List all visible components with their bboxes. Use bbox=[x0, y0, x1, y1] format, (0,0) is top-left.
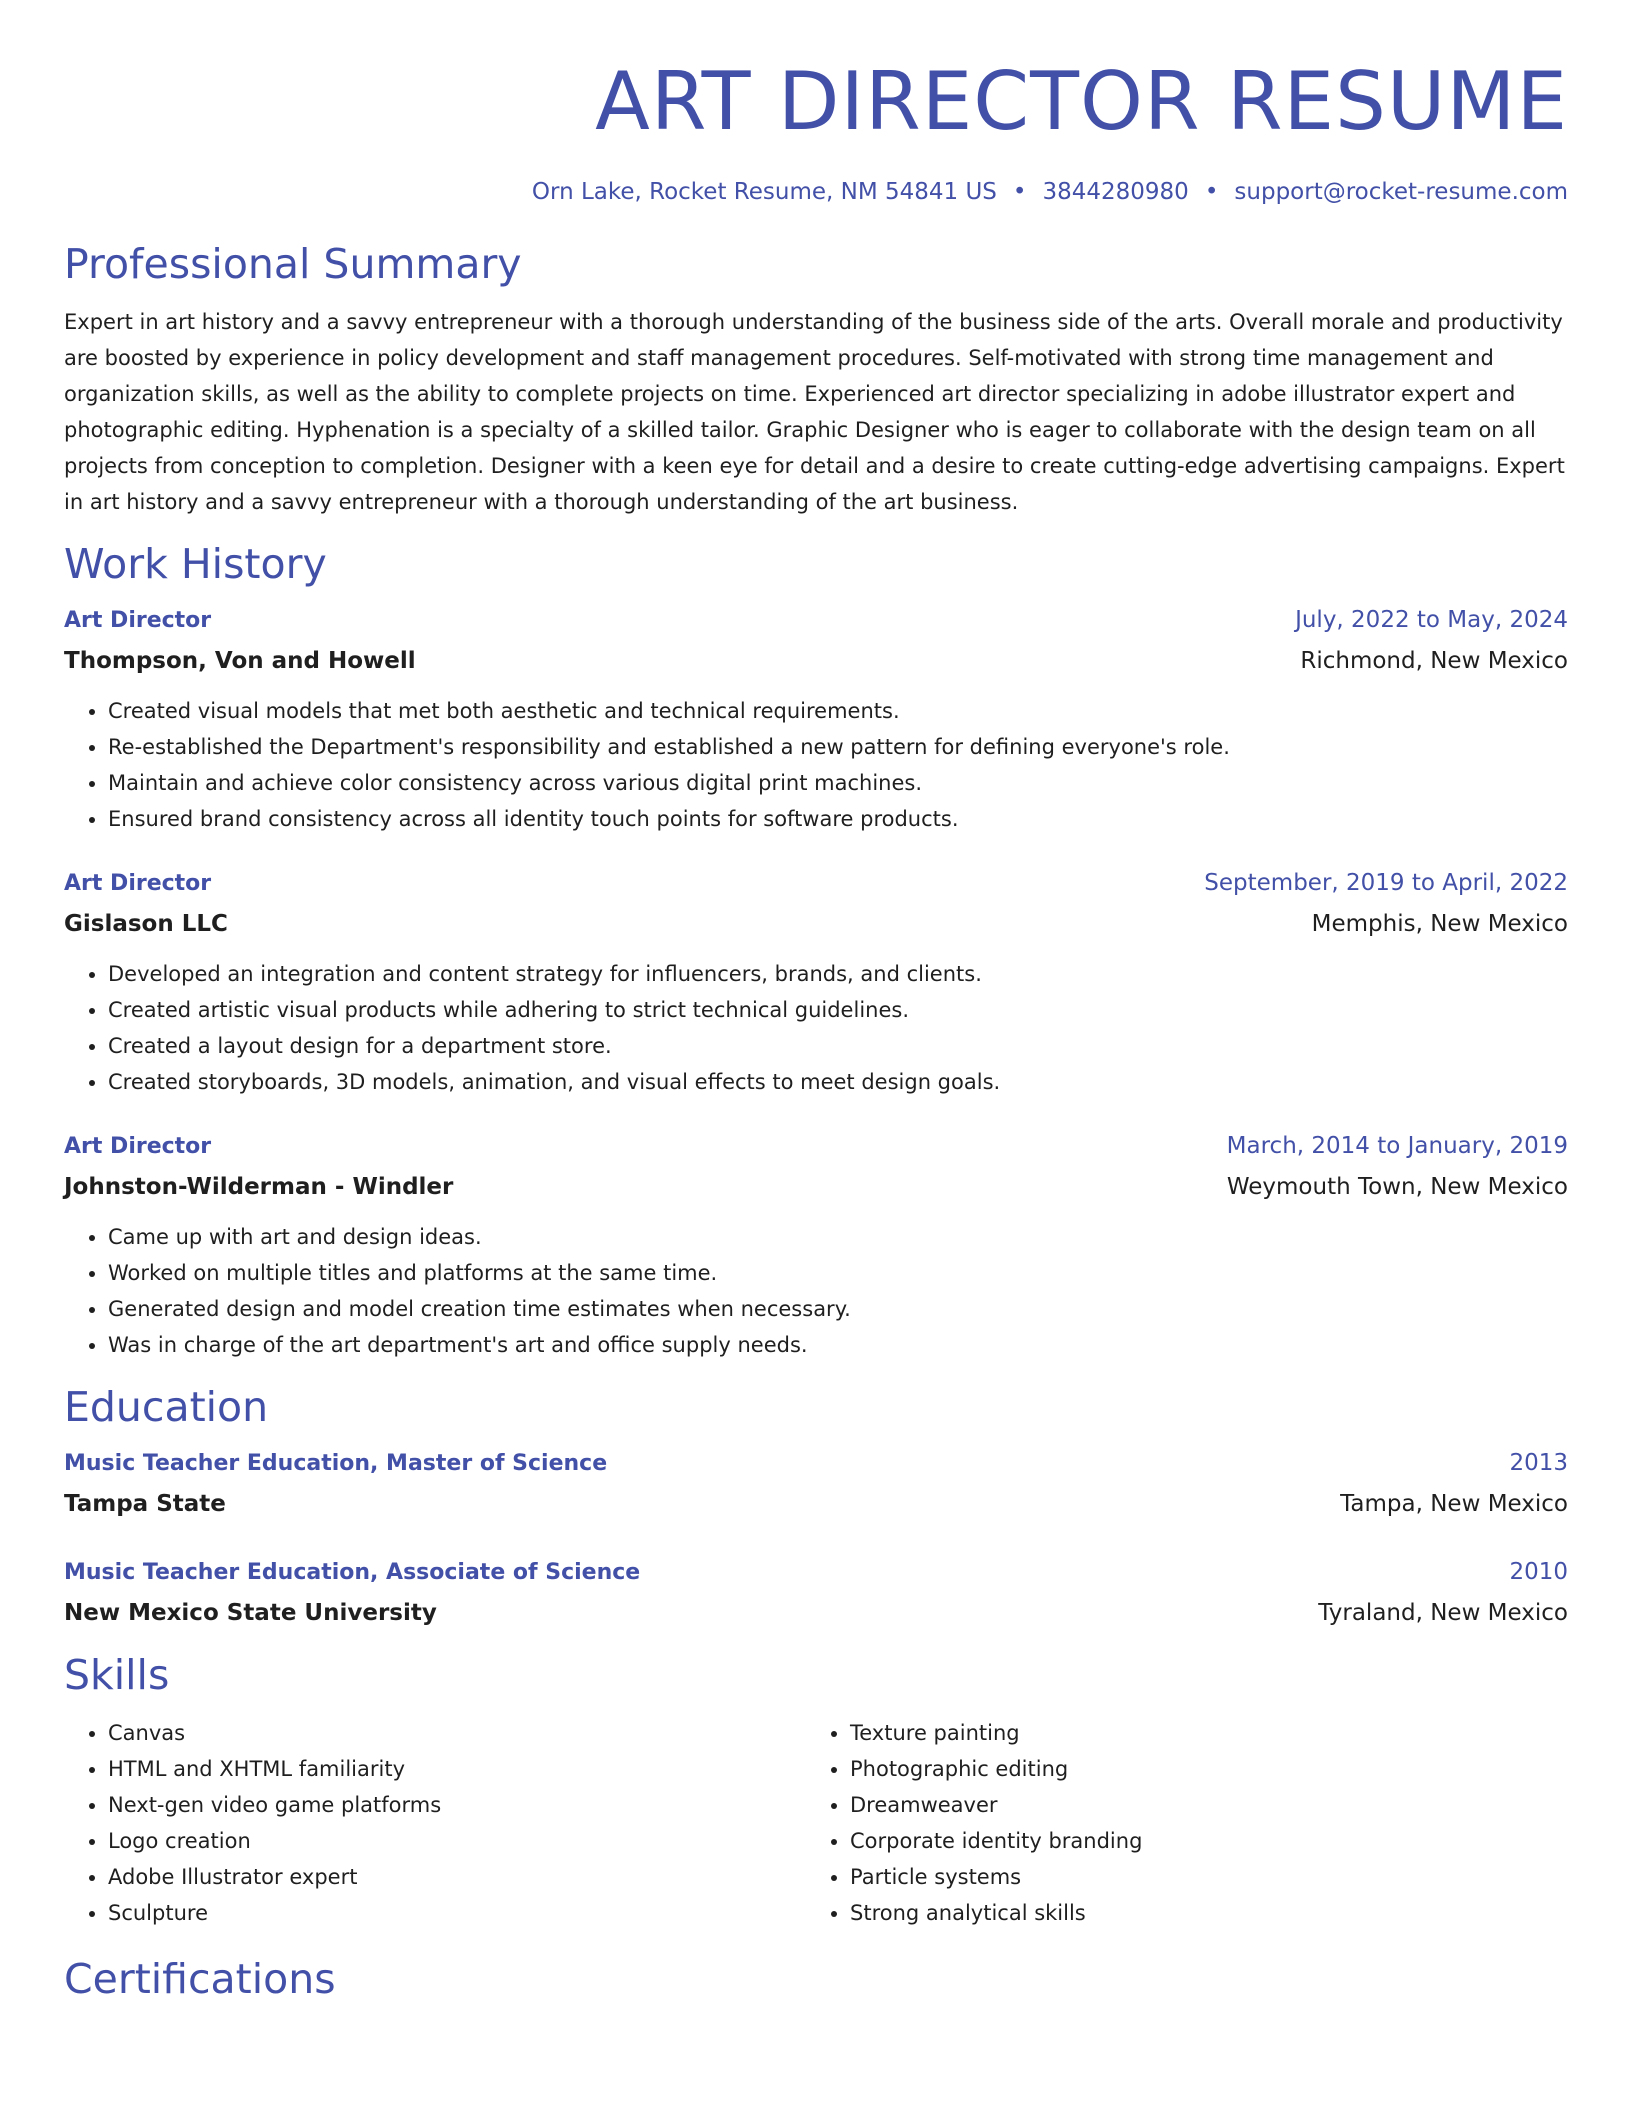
job-bullet: • Worked on multiple titles and platforms at the same time. bbox=[108, 1255, 1568, 1291]
job-bullets bbox=[64, 693, 1568, 837]
resume-title: ART DIRECTOR RESUME bbox=[595, 55, 1568, 148]
skill-item: • Texture painting bbox=[850, 1715, 1548, 1751]
job-bullet: • Developed an integration and content strategy for influencers, brands, and clients. bbox=[108, 956, 1568, 992]
education-year: 2010 bbox=[1509, 1559, 1568, 1585]
skill-item: • Sculpture bbox=[108, 1895, 806, 1931]
education-location: Tyraland, New Mexico bbox=[1318, 1600, 1568, 1626]
skills-list-right bbox=[806, 1715, 1548, 1931]
skills-section bbox=[64, 1649, 1568, 1931]
job-bullet: • Generated design and model creation time estimates when necessary. bbox=[108, 1291, 1568, 1327]
job-bullets bbox=[64, 1219, 1568, 1363]
job-company: Thompson, Von and Howell bbox=[64, 648, 416, 674]
job-location: Memphis, New Mexico bbox=[1311, 911, 1568, 937]
skill-item: • Photographic editing bbox=[850, 1751, 1548, 1787]
job-location: Richmond, New Mexico bbox=[1300, 648, 1568, 674]
section-heading-summary: Professional Summary bbox=[64, 240, 522, 288]
section-heading-work-history: Work History bbox=[64, 540, 327, 588]
education-location: Tampa, New Mexico bbox=[1340, 1491, 1568, 1517]
job-title: Art Director bbox=[64, 1134, 212, 1159]
skills-columns bbox=[64, 1715, 1568, 1931]
job-title: Art Director bbox=[64, 871, 212, 896]
education-section bbox=[64, 1381, 1568, 1633]
job-location: Weymouth Town, New Mexico bbox=[1226, 1174, 1568, 1200]
skill-item: • Logo creation bbox=[108, 1823, 806, 1859]
summary-section bbox=[64, 238, 1568, 520]
contact-line bbox=[64, 176, 1568, 208]
certifications-section bbox=[64, 1953, 1568, 2005]
job-company: Johnston-Wilderman - Windler bbox=[64, 1174, 454, 1200]
job-bullet: • Came up with art and design ideas. bbox=[108, 1219, 1568, 1255]
job-dates: July, 2022 to May, 2024 bbox=[1295, 607, 1568, 633]
skills-list-left bbox=[64, 1715, 806, 1931]
job-entry bbox=[64, 863, 1568, 1100]
work-history-section bbox=[64, 538, 1568, 1363]
job-bullet: • Created storyboards, 3D models, animation, and visual effects to meet design goals. bbox=[108, 1064, 1568, 1100]
education-degree: Music Teacher Education, Associate of Science bbox=[64, 1560, 641, 1585]
job-company: Gislason LLC bbox=[64, 911, 228, 937]
skill-item: • Dreamweaver bbox=[850, 1787, 1548, 1823]
section-heading-certifications: Certifications bbox=[64, 1955, 336, 2003]
skill-item: • Particle systems bbox=[850, 1859, 1548, 1895]
education-year: 2013 bbox=[1509, 1450, 1568, 1476]
section-heading-skills: Skills bbox=[64, 1651, 170, 1699]
job-bullet: • Was in charge of the art department's art and office supply needs. bbox=[108, 1327, 1568, 1363]
education-entry bbox=[64, 1443, 1568, 1524]
skill-item: • Adobe Illustrator expert bbox=[108, 1859, 806, 1895]
contact-email[interactable]: support@rocket-resume.com bbox=[1234, 179, 1568, 205]
job-title: Art Director bbox=[64, 608, 212, 633]
job-bullet: • Re-established the Department's responsibility and established a new pattern for defining everyone's role. bbox=[108, 729, 1568, 765]
job-bullet: • Created a layout design for a department store. bbox=[108, 1028, 1568, 1064]
skill-item: • Strong analytical skills bbox=[850, 1895, 1548, 1931]
job-entry bbox=[64, 600, 1568, 837]
contact-address: Orn Lake, Rocket Resume, NM 54841 US bbox=[531, 179, 997, 205]
section-heading-education: Education bbox=[64, 1383, 269, 1431]
job-bullets bbox=[64, 956, 1568, 1100]
summary-text: Expert in art history and a savvy entrepreneur with a thorough understanding of the business side of the arts. Overall morale and productivity are boosted by experience in policy development and staff management procedures. Self-motivated with strong time management and organization skills, as well as the ability to complete projects on time. Experienced art director specializing in adobe illustrator expert and photographic editing. Hyphenation is a specialty of a skilled tailor. Graphic Designer who is eager to collaborate with the design team on all projects from conception to completion. Designer with a keen eye for detail and a desire to create cutting-edge advertising campaigns. Expert in art history and a savvy entrepreneur with a thorough understanding of the art business. bbox=[64, 310, 1565, 514]
resume-page bbox=[64, 0, 1568, 2005]
contact-phone: 3844280980 bbox=[1042, 179, 1189, 205]
job-entry bbox=[64, 1126, 1568, 1363]
skill-item: • Next-gen video game platforms bbox=[108, 1787, 806, 1823]
skill-item: • HTML and XHTML familiarity bbox=[108, 1751, 806, 1787]
skill-item: • Canvas bbox=[108, 1715, 806, 1751]
contact-separator: • bbox=[1012, 179, 1027, 205]
education-school: New Mexico State University bbox=[64, 1600, 437, 1626]
education-degree: Music Teacher Education, Master of Science bbox=[64, 1451, 608, 1476]
job-bullet: • Created artistic visual products while adhering to strict technical guidelines. bbox=[108, 992, 1568, 1028]
job-dates: September, 2019 to April, 2022 bbox=[1204, 870, 1568, 896]
contact-separator: • bbox=[1204, 179, 1219, 205]
job-bullet: • Created visual models that met both aesthetic and technical requirements. bbox=[108, 693, 1568, 729]
skill-item: • Corporate identity branding bbox=[850, 1823, 1548, 1859]
job-bullet: • Maintain and achieve color consistency across various digital print machines. bbox=[108, 765, 1568, 801]
education-entry bbox=[64, 1552, 1568, 1633]
education-school: Tampa State bbox=[64, 1491, 226, 1517]
job-bullet: • Ensured brand consistency across all identity touch points for software products. bbox=[108, 801, 1568, 837]
job-dates: March, 2014 to January, 2019 bbox=[1226, 1133, 1568, 1159]
